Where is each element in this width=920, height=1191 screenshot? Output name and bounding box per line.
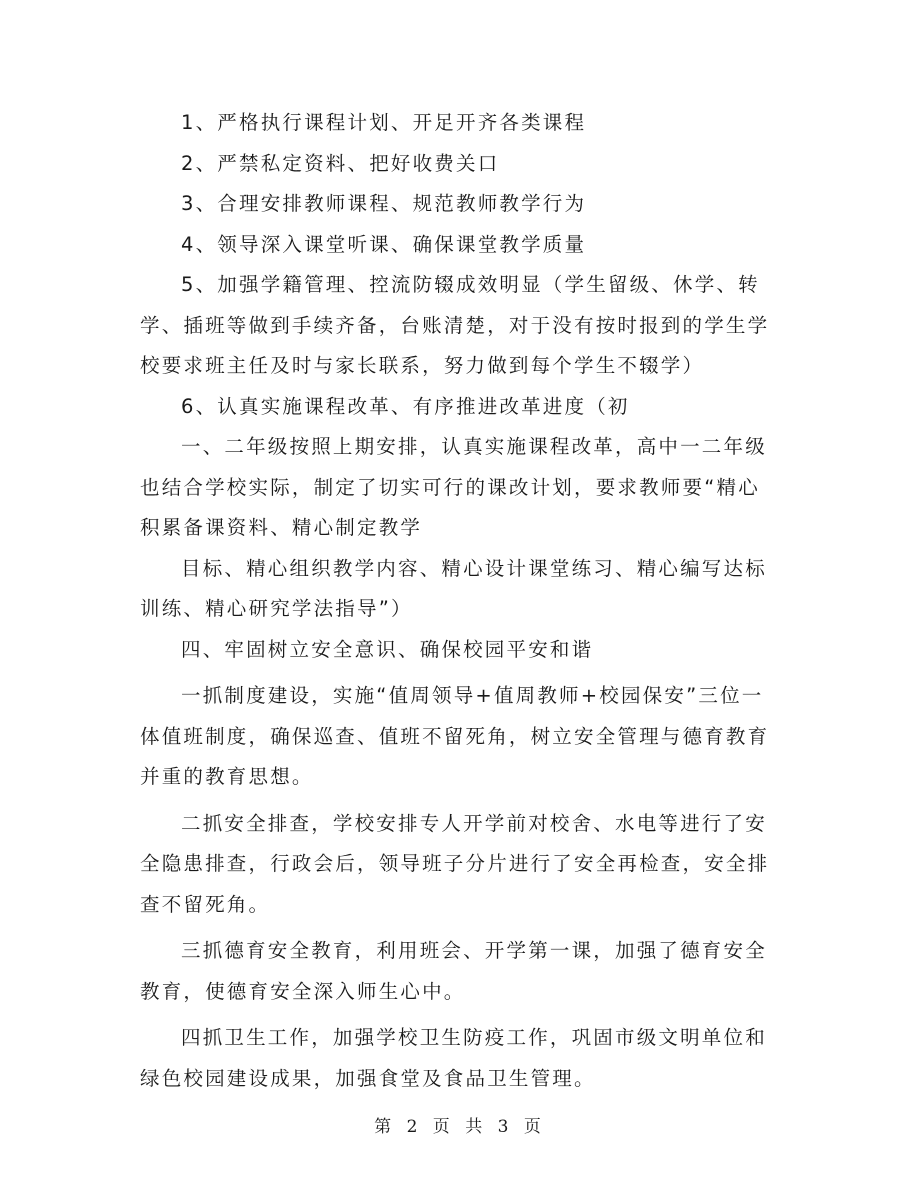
paragraph-curriculum-reform: 一、二年级按照上期安排，认真实施课程改革，高中一二年级也结合学校实际，制定了切实可行的课改计划，要求教师要“精心积累备课资料、精心制定教学 <box>140 435 767 539</box>
paragraph-system-building: 一抓制度建设，实施“值周领导+值周教师+校园保安”三位一体值班制度，确保巡查、值班不留死角，树立安全管理与德育教育并重的教育思想。 <box>140 684 770 788</box>
paragraph-teaching-goals: 目标、精心组织教学内容、精心设计课堂练习、精心编写达标训练、精心研究学法指导”） <box>140 556 767 620</box>
page-number-text: 第 2 页 共 3 页 <box>374 1117 546 1137</box>
paragraph-moral-safety-education: 三抓德育安全教育，利用班会、开学第一课，加强了德育安全教育，使德育安全深入师生心中。 <box>140 939 767 1003</box>
section-heading-safety: 四、牢固树立安全意识、确保校园平安和谐 <box>181 637 594 661</box>
paragraph-item-4: 4、领导深入课堂听课、确保课堂教学质量 <box>181 232 587 256</box>
paragraph-safety-inspection: 二抓安全排查，学校安排专人开学前对校舍、水电等进行了安全隐患排查，行政会后，领导班子分片进行了安全再检查，安全排查不留死角。 <box>140 811 770 916</box>
paragraph-item-6: 6、认真实施课程改革、有序推进改革进度（初 <box>181 394 630 418</box>
paragraph-item-1: 1、严格执行课程计划、开足开齐各类课程 <box>181 111 587 134</box>
document-body <box>140 103 780 1099</box>
page-number-footer <box>0 1112 920 1137</box>
paragraph-hygiene-work: 四抓卫生工作，加强学校卫生防疫工作，巩固市级文明单位和绿色校园建设成果，加强食堂及食品卫生管理。 <box>140 1026 767 1090</box>
paragraph-item-2: 2、严禁私定资料、把好收费关口 <box>181 151 500 175</box>
paragraph-item-5: 5、加强学籍管理、控流防辍成效明显（学生留级、休学、转学、插班等做到手续齐备，台账清楚，对于没有按时报到的学生学校要求班主任及时与家长联系，努力做到每个学生不辍学） <box>140 273 770 377</box>
paragraph-item-3: 3、合理安排教师课程、规范教师教学行为 <box>181 192 587 215</box>
